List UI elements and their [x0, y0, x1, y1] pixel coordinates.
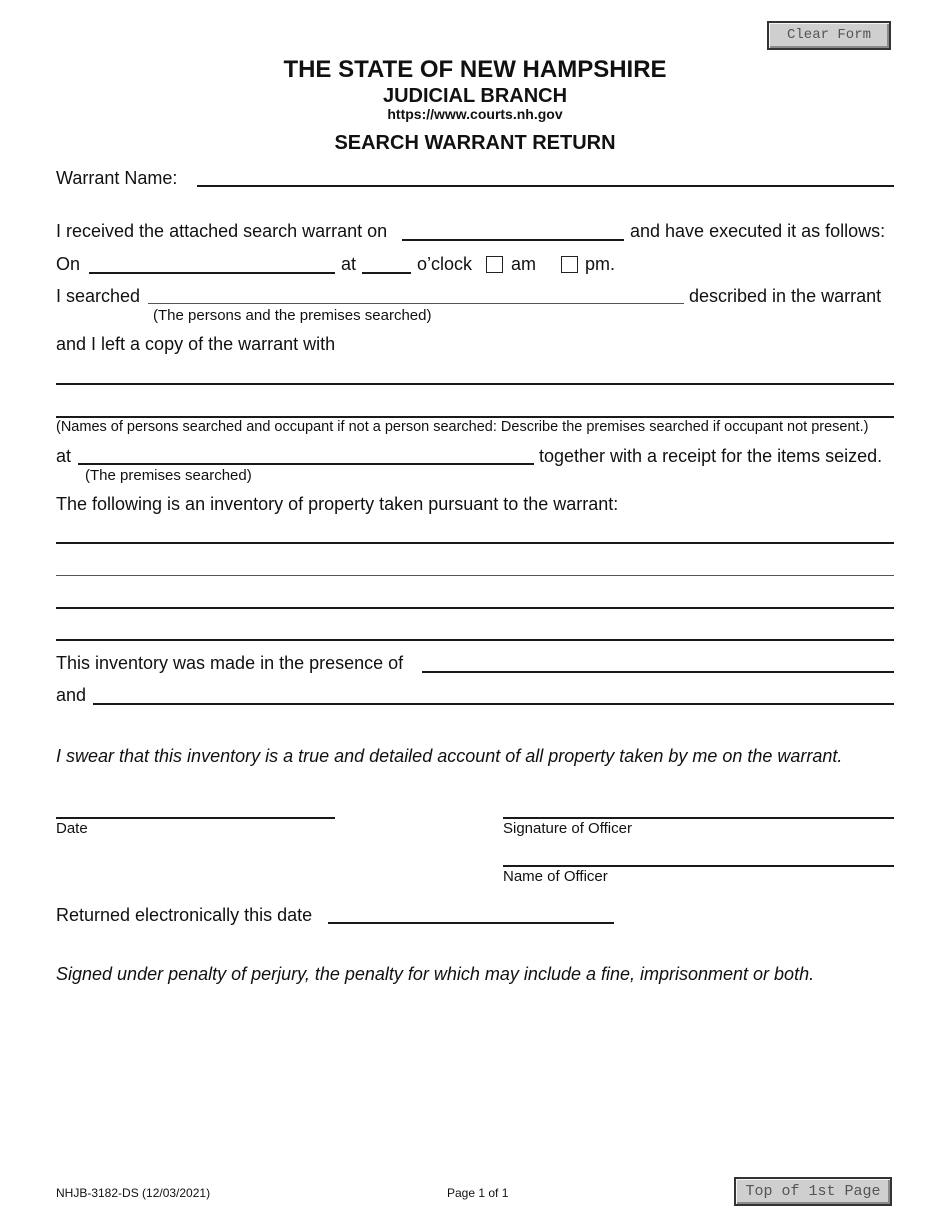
- inventory-line-2[interactable]: [56, 575, 894, 576]
- searched-suffix: described in the warrant: [689, 286, 882, 306]
- clear-form-button[interactable]: Clear Form: [767, 21, 891, 50]
- officer-name-label: Name of Officer: [503, 868, 608, 885]
- returned-label: Returned electronically this date: [56, 905, 313, 925]
- page-number: Page 1 of 1: [447, 1186, 509, 1200]
- warrant-name-field[interactable]: [197, 185, 894, 187]
- left-copy-field-1[interactable]: [56, 383, 894, 385]
- page-title: SEARCH WARRANT RETURN: [334, 132, 616, 154]
- searched-field[interactable]: [148, 303, 684, 304]
- warrant-name-label: Warrant Name:: [56, 168, 178, 188]
- pm-label: pm.: [585, 254, 616, 274]
- executed-date-field[interactable]: [89, 272, 335, 274]
- signature-label: Signature of Officer: [503, 820, 632, 837]
- receipt-suffix: together with a receipt for the items seized.: [539, 446, 883, 466]
- names-caption: (Names of persons searched and occupant if not a person searched: Describe the premises searched if occupant not present.): [56, 419, 869, 435]
- received-suffix: and have executed it as follows:: [630, 221, 886, 241]
- oclock-label: o’clock: [417, 254, 473, 274]
- form-id: NHJB-3182-DS (12/03/2021): [56, 1186, 211, 1200]
- received-date-field[interactable]: [402, 239, 624, 241]
- am-checkbox[interactable]: [486, 256, 503, 273]
- inventory-line-3[interactable]: [56, 607, 894, 609]
- branch-heading: JUDICIAL BRANCH: [382, 85, 568, 107]
- presence-label: This inventory was made in the presence of: [56, 653, 404, 673]
- returned-date-field[interactable]: [328, 922, 614, 924]
- inventory-line-4[interactable]: [56, 639, 894, 641]
- premises-field[interactable]: [78, 463, 534, 465]
- at-label: at: [341, 254, 357, 274]
- pm-checkbox[interactable]: [561, 256, 578, 273]
- inventory-line-1[interactable]: [56, 542, 894, 544]
- received-label: I received the attached search warrant on: [56, 221, 388, 241]
- on-label: On: [56, 254, 81, 274]
- top-of-page-button[interactable]: Top of 1st Page: [734, 1177, 892, 1206]
- court-url: https://www.courts.nh.gov: [387, 106, 563, 122]
- state-heading: THE STATE OF NEW HAMPSHIRE: [283, 56, 667, 83]
- searched-label: I searched: [56, 286, 141, 306]
- officer-name-field[interactable]: [503, 865, 894, 867]
- presence-field-2[interactable]: [93, 703, 894, 705]
- date-field[interactable]: [56, 817, 335, 819]
- at-premises-label: at: [56, 446, 72, 466]
- left-copy-label: and I left a copy of the warrant with: [56, 334, 336, 354]
- searched-caption: (The persons and the premises searched): [153, 307, 432, 324]
- am-label: am: [511, 254, 537, 274]
- and-label: and: [56, 685, 87, 705]
- time-field[interactable]: [362, 272, 411, 274]
- inventory-label: The following is an inventory of property taken pursuant to the warrant:: [56, 494, 619, 514]
- presence-field-1[interactable]: [422, 671, 894, 673]
- left-copy-field-2[interactable]: [56, 416, 894, 418]
- signature-field[interactable]: [503, 817, 894, 819]
- premises-caption: (The premises searched): [85, 467, 252, 484]
- perjury-statement: Signed under penalty of perjury, the penalty for which may include a fine, imprisonment or both.: [56, 964, 815, 984]
- date-label: Date: [56, 820, 88, 837]
- swear-statement: I swear that this inventory is a true and detailed account of all property taken by me on the warrant.: [56, 746, 843, 766]
